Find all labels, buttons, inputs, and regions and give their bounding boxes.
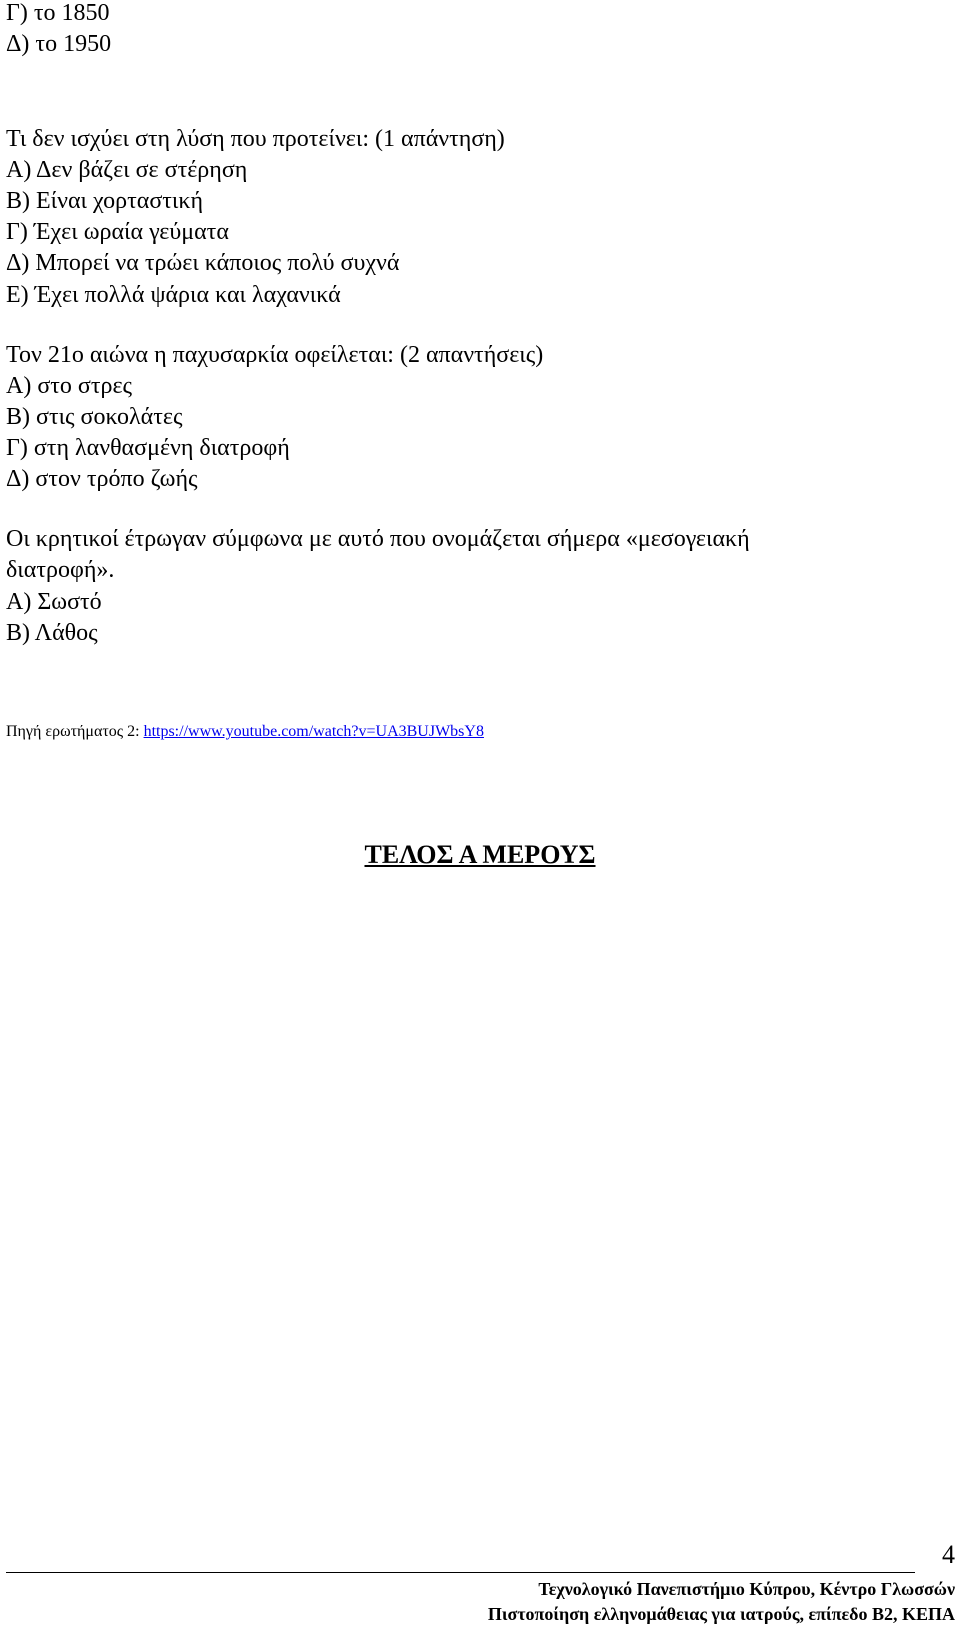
- question-7-option-a: Α) Σωστό: [6, 589, 102, 615]
- question-5-option-e: Ε) Έχει πολλά ψάρια και λαχανικά: [6, 282, 341, 308]
- question-5-option-a: Α) Δεν βάζει σε στέρηση: [6, 157, 248, 183]
- footer-divider: [6, 1572, 915, 1573]
- question-6-option-b: Β) στις σοκολάτες: [6, 404, 183, 430]
- question-5-prompt: Τι δεν ισχύει στη λύση που προτείνει: (1 απάντηση): [6, 126, 505, 152]
- footer-institution: Τεχνολογικό Πανεπιστήμιο Κύπρου, Κέντρο Γλωσσών: [538, 1579, 955, 1599]
- question-5-option-d: Δ) Μπορεί να τρώει κάποιος πολύ συχνά: [6, 250, 400, 276]
- question-5-option-b: Β) Είναι χορταστική: [6, 188, 204, 214]
- question-7-option-b: Β) Λάθος: [6, 620, 98, 646]
- source-line: [6, 722, 484, 742]
- end-of-part-title: ΤΕΛΟΣ Α ΜΕΡΟΥΣ: [364, 840, 596, 869]
- prev-option-d: Δ) το 1950: [6, 31, 112, 57]
- question-6-option-d: Δ) στον τρόπο ζωής: [6, 466, 198, 492]
- question-6-option-c: Γ) στη λανθασμένη διατροφή: [6, 435, 290, 461]
- question-7-prompt-line2: διατροφή».: [6, 557, 115, 583]
- footer-certification: Πιστοποίηση ελληνομάθειας για ιατρούς, επίπεδο Β2, ΚΕΠΑ: [487, 1604, 955, 1624]
- prev-option-c: Γ) το 1850: [6, 0, 110, 26]
- source-link[interactable]: https://www.youtube.com/watch?v=UA3BUJWbsY8: [143, 723, 484, 740]
- question-7-prompt-line1: Οι κρητικοί έτρωγαν σύμφωνα με αυτό που ονομάζεται σήμερα «μεσογειακή: [6, 526, 750, 552]
- question-5-option-c: Γ) Έχει ωραία γεύματα: [6, 219, 229, 245]
- question-6-option-a: Α) στο στρες: [6, 373, 133, 399]
- page-number: 4: [942, 1540, 955, 1569]
- source-label: Πηγή ερωτήματος 2:: [6, 723, 144, 740]
- question-6-prompt: Τον 21ο αιώνα η παχυσαρκία οφείλεται: (2 απαντήσεις): [6, 342, 544, 368]
